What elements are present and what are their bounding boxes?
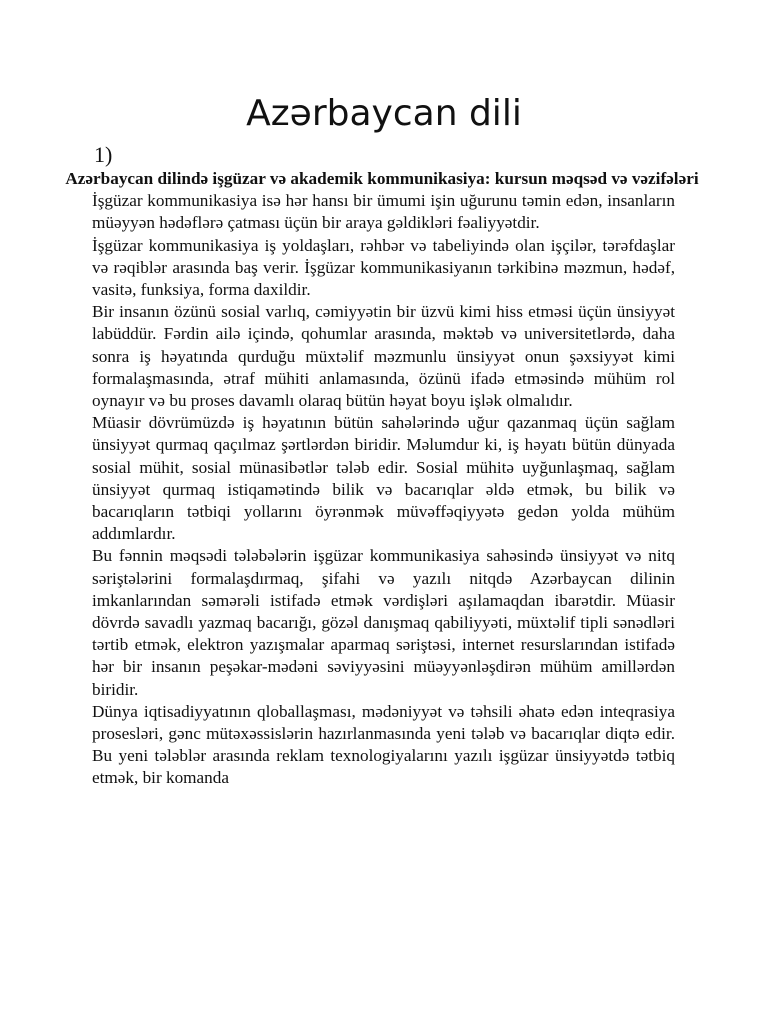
- section-number: 1): [94, 142, 113, 167]
- paragraph: Bir insanın özünü sosial varlıq, cəmiyyətin bir üzvü kimi hiss etməsi üçün ünsiyyət labüddür. Fərdin ailə içində, qohumlar arasında, məktəb və universitetlərdə, daha sonra iş həyatında qurduğu müxtəlif məzmunlu ünsiyyət onun şəxsiyyət kimi formalaşmasında, ətraf mühiti anlamasında, özünü ifadə etməsində mühüm rol oynayır və bu proses davamlı olaraq bütün həyat boyu işlək olmalıdır.: [92, 302, 675, 411]
- paragraph: Dünya iqtisadiyyatının qloballaşması, mədəniyyət və təhsili əhatə edən inteqrasiya prosesləri, gənc mütəxəssislərin hazırlanmasında yeni tələb və bacarıqlar diqtə edir. Bu yeni tələblər arasında reklam texnologiyalarını yazılı işgüzar ünsiyyətdə tətbiq etmək, bir komanda: [92, 701, 675, 788]
- section-subtitle: Azərbaycan dilində işgüzar və akademik kommunikasiya: kursun məqsəd və vəzifələri: [65, 169, 699, 188]
- document-title: Azərbaycan dili: [246, 93, 522, 134]
- paragraph: İşgüzar kommunikasiya iş yoldaşları, rəhbər və tabeliyində olan işçilər, tərəfdaşlar və rəqiblər arasında baş verir. İşgüzar kommunikasiyanın tərkibinə məzmun, hədəf, vasitə, funksiya, forma daxildir.: [92, 235, 675, 300]
- document-body: [65, 168, 699, 790]
- paragraph: İşgüzar kommunikasiya isə hər hansı bir ümumi işin uğurunu təmin edən, insanların müəyyən hədəflərə çatması üçün bir araya gəldikləri fəaliyyətdir.: [92, 191, 675, 233]
- paragraph: Müasir dövrümüzdə iş həyatının bütün sahələrində uğur qazanmaq üçün sağlam ünsiyyət qurmaq qaçılmaz şərtlərdən biridir. Məlumdur ki, iş həyatı bütün dünyada sosial mühit, sosial münasibətlər tələb edir. Sosial mühitə uyğunlaşmaq, sağlam ünsiyyət qurmaq istiqamətində bilik və bacarıqlar əldə etmək, bu bilik və bacarıqların tətbiqi yollarını öyrənmək müvəffəqiyyətə gedən yolda mühüm addımlardır.: [92, 413, 675, 544]
- paragraph: Bu fənnin məqsədi tələbələrin işgüzar kommunikasiya sahəsində ünsiyyət və nitq səriştələrini formalaşdırmaq, şifahi və yazılı nitqdə Azərbaycan dilinin imkanlarından səmərəli istifadə etmək vərdişləri aşılamaqdan ibarətdir. Müasir dövrdə savadlı yazmaq bacarığı, gözəl danışmaq qabiliyyəti, müxtəlif tipli sənədləri tərtib etmək, elektron yazışmalar aparmaq səriştəsi, internet resurslarından istifadə hər bir insanın peşəkar-mədəni səviyyəsini müəyyənləşdirən mühüm amillərdən biridir.: [92, 546, 675, 699]
